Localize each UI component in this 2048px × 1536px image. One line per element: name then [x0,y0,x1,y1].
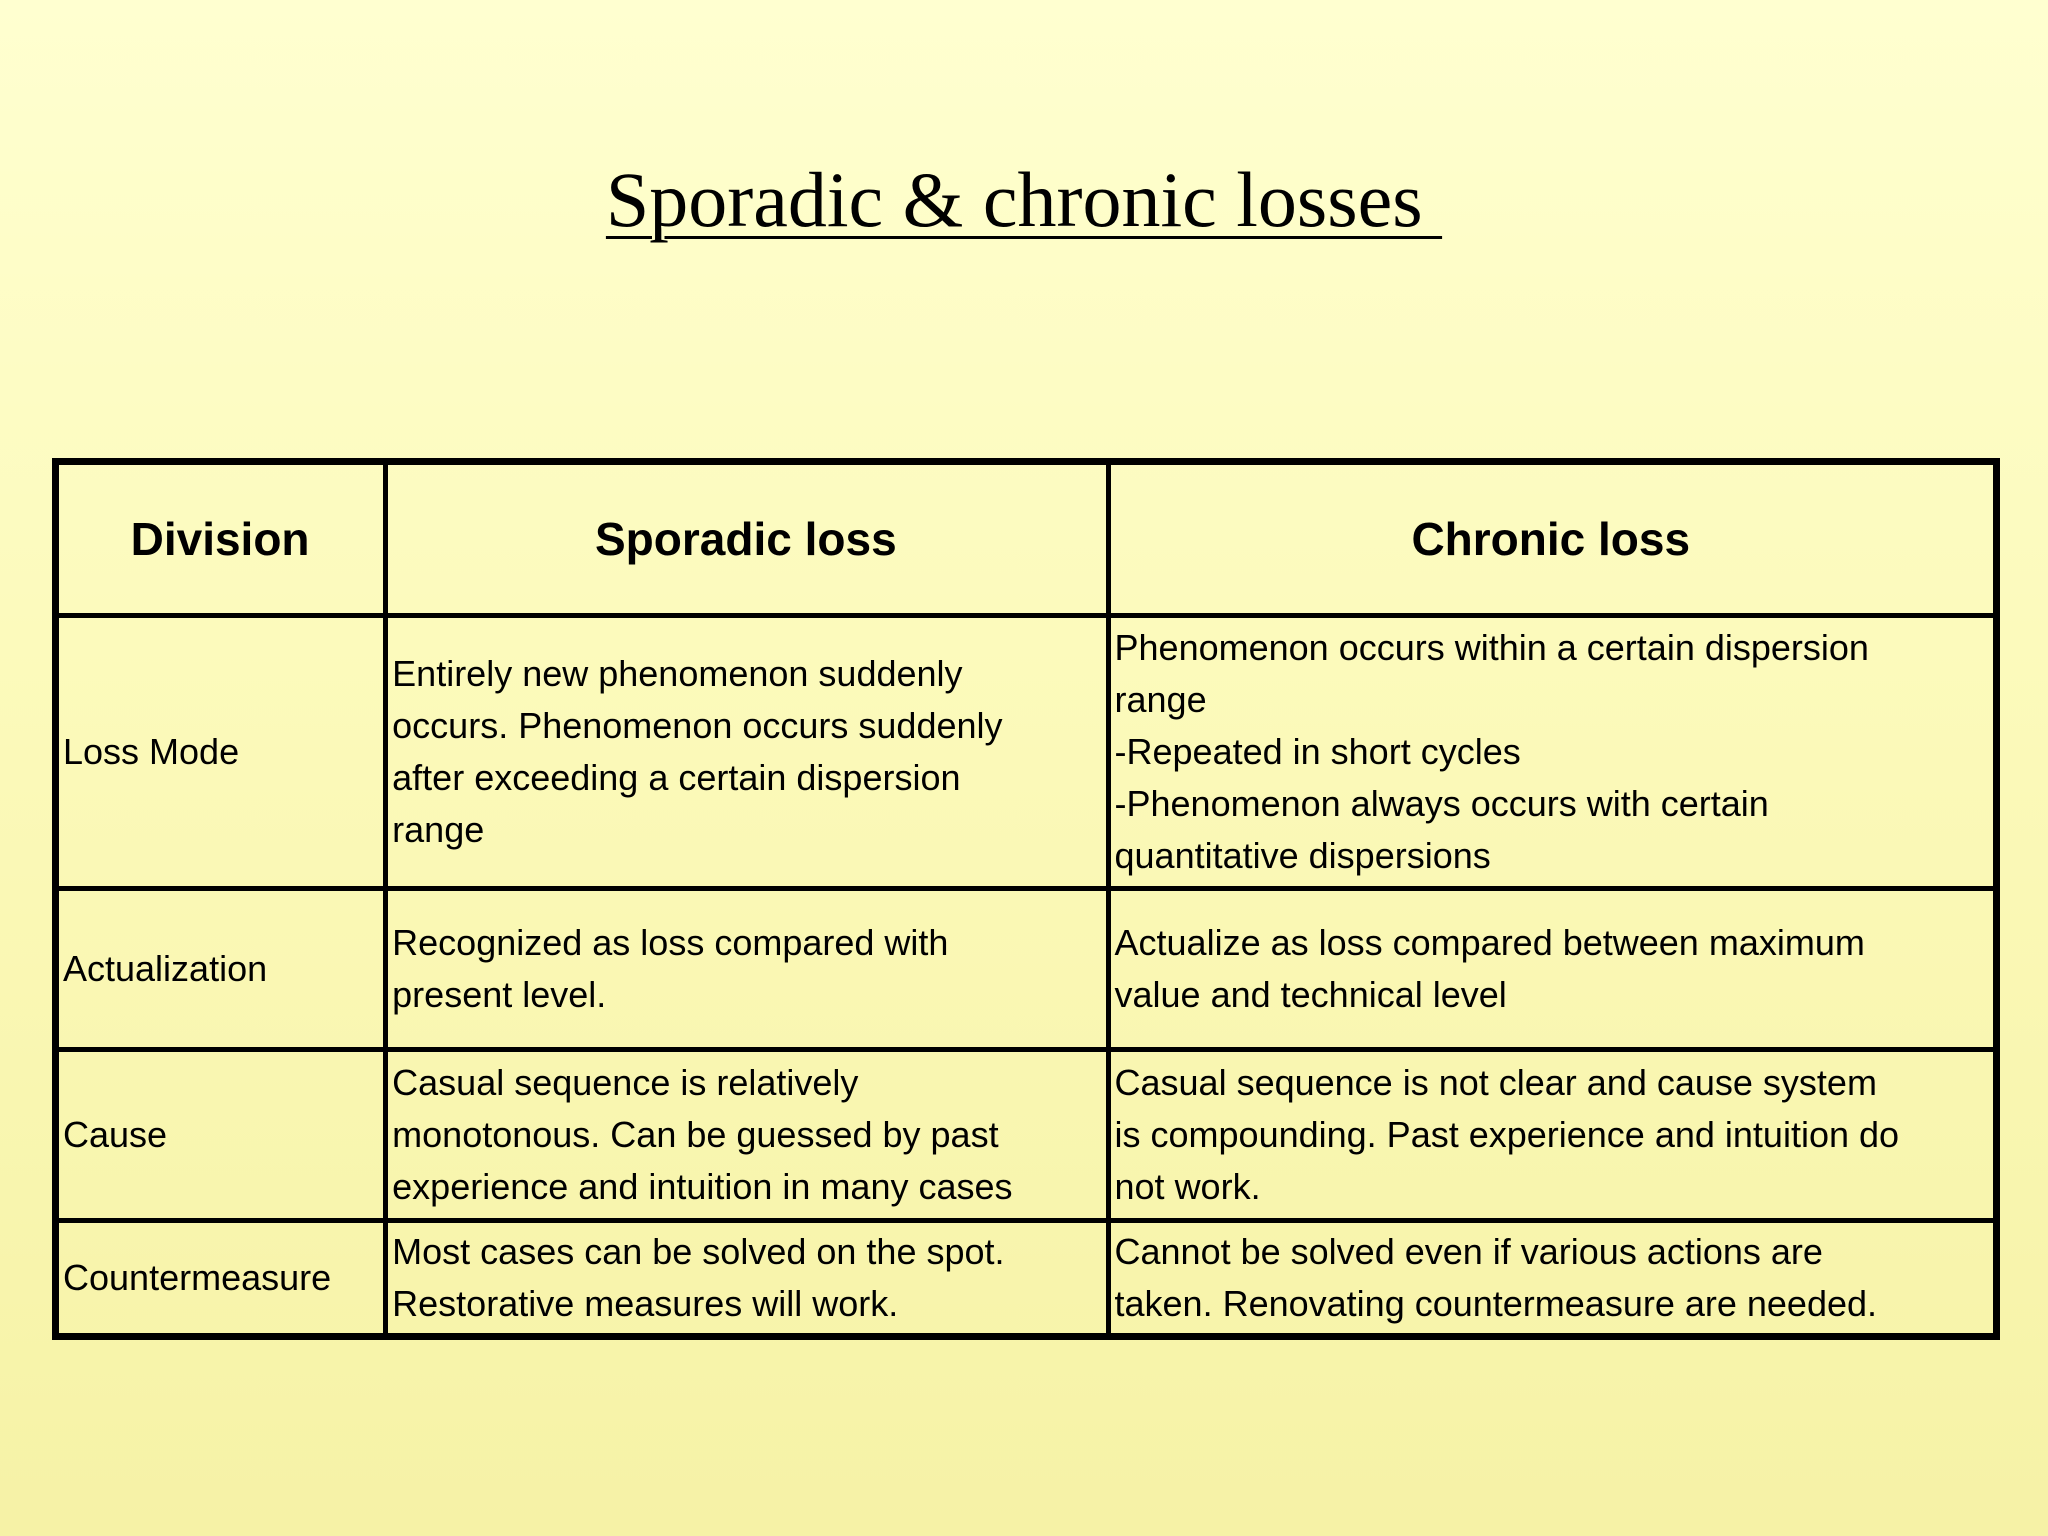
division-cell: Cause [56,1050,386,1221]
header-chronic-loss: Chronic loss [1108,462,1996,616]
division-cell: Actualization [56,889,386,1050]
sporadic-cell: Most cases can be solved on the spot. Restorative measures will work. [386,1221,1108,1337]
table-row [56,616,1997,889]
slide-title-text: Sporadic & chronic losses [605,156,1443,243]
chronic-cell: Actualize as loss compared between maximum value and technical level [1108,889,1996,1050]
sporadic-cell: Entirely new phenomenon suddenly occurs. Phenomenon occurs suddenly after exceeding a certain dispersion range [386,616,1108,889]
chronic-cell: Phenomenon occurs within a certain dispersion range -Repeated in short cycles -Phenomenon always occurs with certain quantitative dispersions [1108,616,1996,889]
sporadic-cell: Casual sequence is relatively monotonous. Can be guessed by past experience and intuition in many cases [386,1050,1108,1221]
table-header-row [56,462,1997,616]
comparison-table [52,458,2000,1340]
sporadic-cell: Recognized as loss compared with present level. [386,889,1108,1050]
slide-title [0,150,2048,250]
chronic-cell: Casual sequence is not clear and cause system is compounding. Past experience and intuition do not work. [1108,1050,1996,1221]
division-cell: Countermeasure [56,1221,386,1337]
table-row [56,889,1997,1050]
division-cell: Loss Mode [56,616,386,889]
header-division: Division [56,462,386,616]
table-row [56,1050,1997,1221]
header-sporadic-loss: Sporadic loss [386,462,1108,616]
chronic-cell: Cannot be solved even if various actions are taken. Renovating countermeasure are needed. [1108,1221,1996,1337]
table-row [56,1221,1997,1337]
